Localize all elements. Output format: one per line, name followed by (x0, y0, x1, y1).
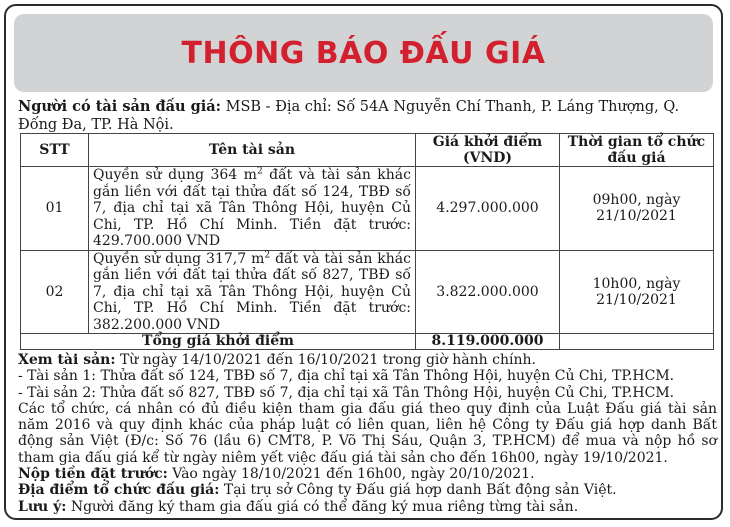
row-starting-price: 4.297.000.000 (416, 167, 560, 251)
notice-title: THÔNG BÁO ĐẤU GIÁ (181, 35, 546, 71)
asset-2-location: - Tài sản 2: Thửa đất số 827, TBĐ số 7, địa chỉ tại xã Tân Thông Hội, huyện Củ Chi, TP.HCM. (18, 384, 675, 401)
title-banner (14, 14, 713, 92)
notice-notes (18, 352, 717, 515)
header-stt: STT (21, 134, 89, 167)
note-line: Lưu ý: Người đăng ký tham gia đấu giá có thể đăng ký mua riêng từng tài sản. (18, 498, 579, 515)
deposit-line: Nộp tiền đặt trước: Vào ngày 18/10/2021 đến 16h00, ngày 20/10/2021. (18, 466, 535, 483)
row-description: Quyền sử dụng 317,7 $m^2$ đất và tài sản khác gắn liền với đất tại thửa đất số 827, TBĐ số 7, địa chỉ tại xã Tân Thông Hội, huyện Củ Chi, TP. Hồ Chí Minh. Tiền đặt trước: 382.200.000 VND (89, 250, 416, 334)
total-label: Tổng giá khởi điểm (21, 334, 416, 350)
table-total-row (21, 334, 714, 350)
asset-1-location: - Tài sản 1: Thửa đất số 124, TBĐ số 7, địa chỉ tại xã Tân Thông Hội, huyện Củ Chi, TP.HCM. (18, 368, 675, 385)
view-assets-line: Xem tài sản: Từ ngày 14/10/2021 đến 16/10/2021 trong giờ hành chính. (18, 352, 536, 368)
notice-frame (4, 4, 723, 520)
owner-label: Người có tài sản đấu giá: (18, 98, 222, 115)
total-value: 8.119.000.000 (416, 334, 560, 350)
row-stt: 02 (21, 250, 89, 334)
header-starting-price: Giá khởi điểm (VND) (416, 134, 560, 167)
row-auction-time: 09h00, ngày 21/10/2021 (560, 167, 714, 251)
table-row (21, 250, 714, 334)
asset-owner (18, 98, 713, 134)
header-asset-name: Tên tài sản (89, 134, 416, 167)
row-stt: 01 (21, 167, 89, 251)
asset-table (20, 133, 714, 350)
total-empty-cell (560, 334, 714, 350)
row-auction-time: 10h00, ngày 21/10/2021 (560, 250, 714, 334)
table-header-row (21, 134, 714, 167)
row-starting-price: 3.822.000.000 (416, 250, 560, 334)
auction-location-line: Địa điểm tổ chức đấu giá: Tại trụ sở Công ty Đấu giá hợp danh Bất động sản Việt. (18, 482, 617, 499)
table-row (21, 167, 714, 251)
header-auction-time: Thời gian tổ chức đấu giá (560, 134, 714, 167)
registration-paragraph: Các tổ chức, cá nhân có đủ điều kiện tham gia đấu giá theo quy định của Luật Đấu giá tài sản năm 2016 và quy định khác của pháp luật có liên quan, liên hệ Công ty Đấu giá hợp danh Bất động sản Việt (Đ/c: Số 76 (lầu 6) CMT8, P. Võ Thị Sáu, Quận 3, TP.HCM) để mua và nộp hồ sơ tham gia đấu giá kể từ ngày niêm yết việc đấu giá tài sản cho đến 16h00, ngày 19/10/2021. (18, 400, 717, 466)
owner-text: MSB - Địa chỉ: Số 54A Nguyễn Chí Thanh, P. Láng Thượng, Q. Đống Đa, TP. Hà Nội. (18, 99, 680, 133)
row-description: Quyền sử dụng 364 $m^2$ đất và tài sản khác gắn liền với đất tại thửa đất số 124, TBĐ số 7, địa chỉ tại xã Tân Thông Hội, huyện Củ Chi, TP. Hồ Chí Minh. Tiền đặt trước: 429.700.000 VND (89, 167, 416, 251)
